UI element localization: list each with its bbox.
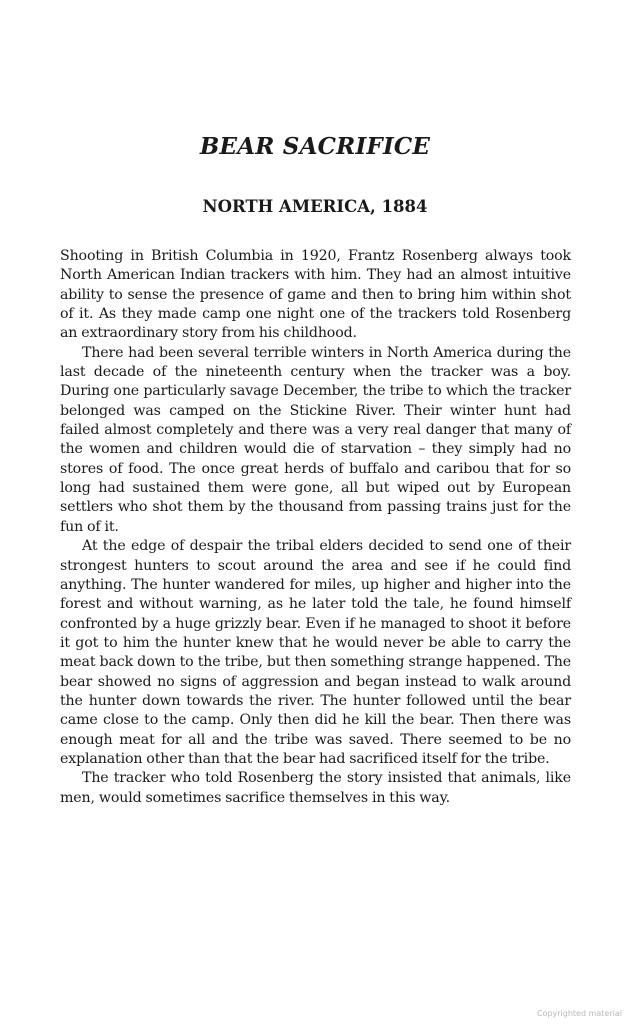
paragraph-4: The tracker who told Rosenberg the story insisted that animals, like men, would sometimes sacrifice themselves in this way. bbox=[60, 770, 571, 806]
chapter-body bbox=[60, 247, 571, 808]
paragraph-2: There had been several terrible winters in North America during the last decade of the nineteenth century when the tracker was a boy. During one particularly savage December, the tribe to which the tracker belonged was camped on the Stickine River. Their winter hunt had failed almost completely and there was a very real danger that many of the women and children would die of starvation – they simply had no stores of food. The once great herds of buffalo and caribou that for so long had sustained them were gone, all but wiped out by European settlers who shot them by the thousand from passing trains just for the fun of it. bbox=[60, 344, 571, 535]
chapter-title: BEAR SACRIFICE bbox=[199, 133, 431, 160]
paragraph-1: Shooting in British Columbia in 1920, Frantz Rosenberg always took North American Indian trackers with him. They had an almost intuitive ability to sense the presence of game and then to bring him within shot of it. As they made camp one night one of the trackers told Rosenberg an extraordinary story from his childhood. bbox=[60, 248, 571, 342]
chapter-subtitle: NORTH AMERICA, 1884 bbox=[202, 197, 428, 216]
paragraph-3: At the edge of despair the tribal elders decided to send one of their strongest hunters to scout around the area and see if he could find anything. The hunter wandered for miles, up higher and higher into the forest and without warning, as he later told the tale, he found himself confronted by a huge grizzly bear. Even if he managed to shoot it before it got to him the hunter knew that he would never be able to carry the meat back down to the tribe, but then something strange happened. The bear showed no signs of aggression and began instead to walk around the hunter down towards the river. The hunter followed until the bear came close to the camp. Only then did he kill the bear. Then there was enough meat for all and the tribe was saved. There seemed to be no explanation other than that the bear had sacrificed itself for the tribe. bbox=[60, 538, 571, 767]
copyright-watermark: Copyrighted material bbox=[536, 1009, 622, 1018]
